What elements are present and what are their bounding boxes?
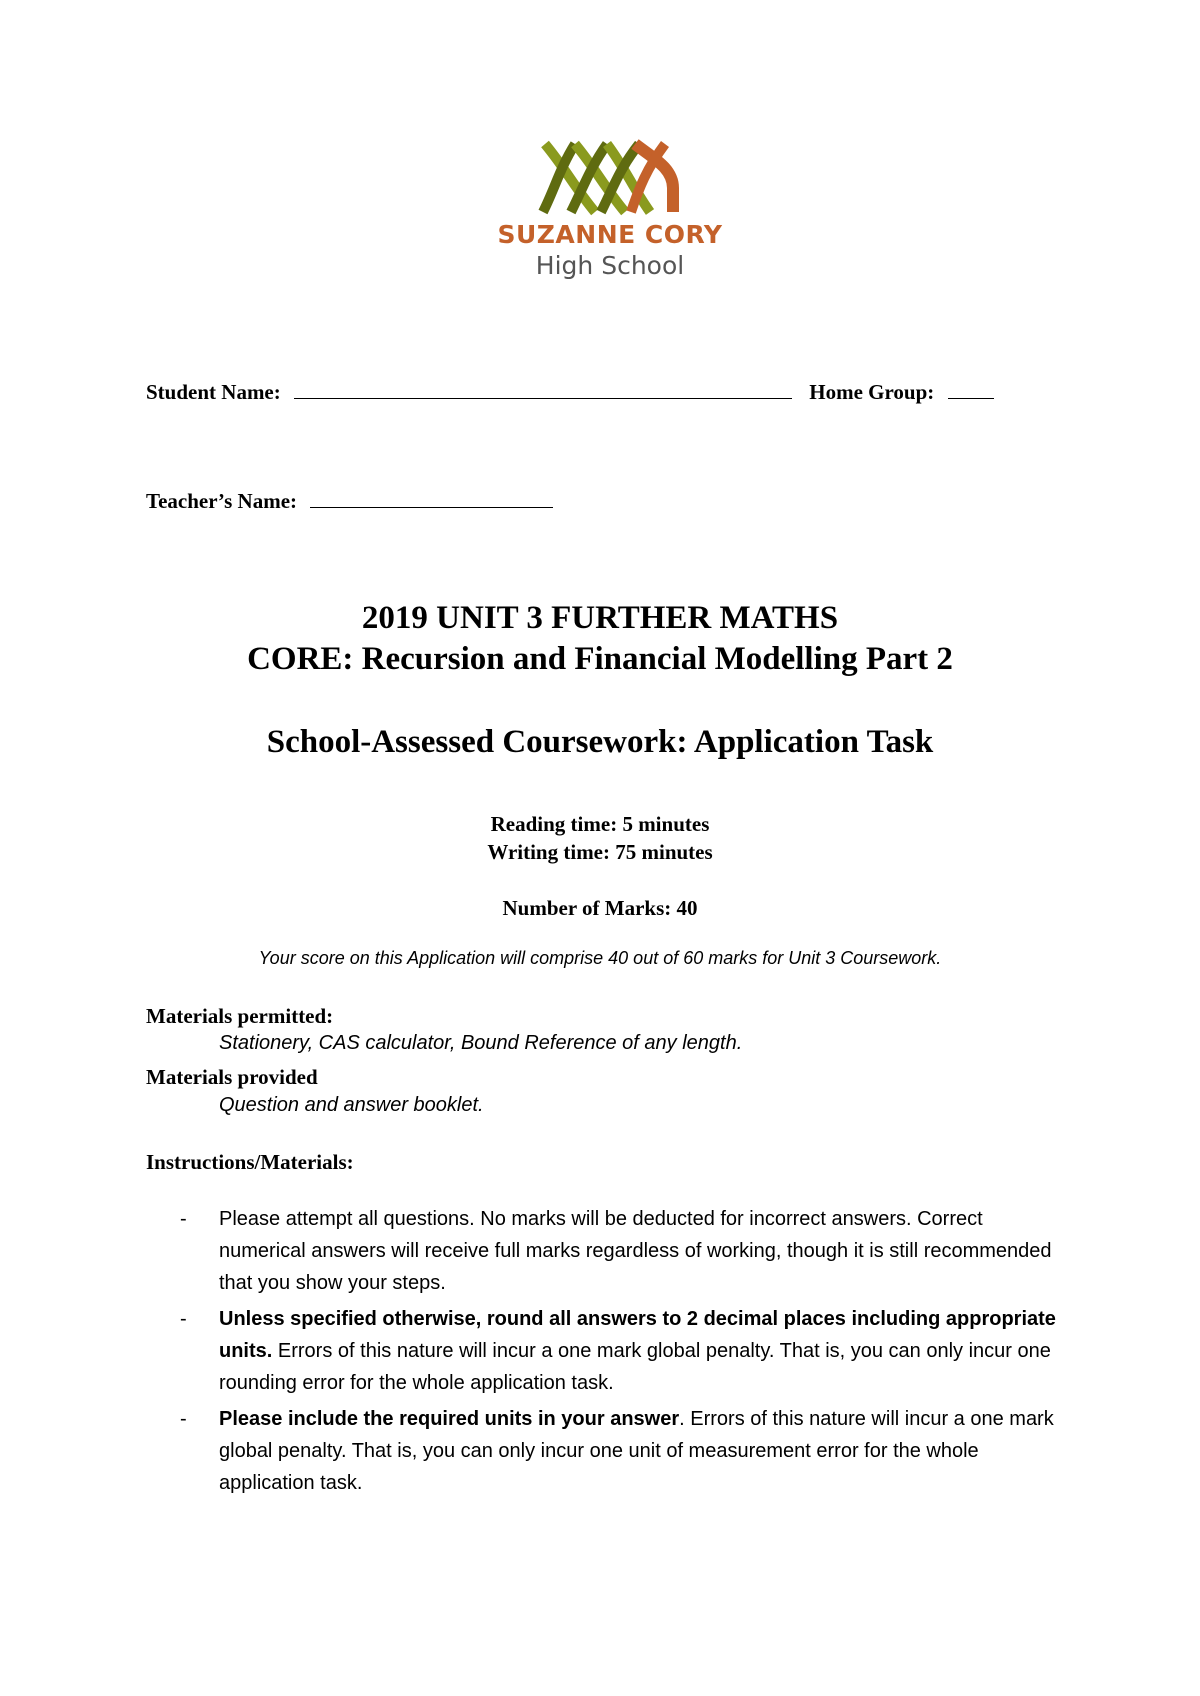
title-line-2: CORE: Recursion and Financial Modelling Part 2 <box>247 641 953 677</box>
list-item <box>180 1303 1060 1399</box>
dash-bullet: - <box>180 1208 187 1230</box>
list-item <box>180 1203 1060 1299</box>
instruction-text: . Errors of this nature will incur a one mark global penalty. That is, you can only incur one unit of measurement error for the whole application task. <box>219 1408 1054 1494</box>
student-name-label: Student Name: <box>146 380 281 404</box>
reading-time: Reading time: 5 minutes <box>490 812 710 836</box>
instructions-heading: Instructions/Materials: <box>146 1150 354 1174</box>
instruction-bold: Unless specified otherwise, round all answers to 2 decimal places including appropriate units. <box>219 1308 1056 1362</box>
materials-permitted-text: Stationery, CAS calculator, Bound Reference of any length. <box>219 1032 743 1054</box>
dash-bullet: - <box>180 1408 187 1430</box>
score-note: Your score on this Application will comprise 40 out of 60 marks for Unit 3 Coursework. <box>258 948 942 968</box>
number-of-marks: Number of Marks: 40 <box>502 896 698 920</box>
school-name: SUZANNE CORY <box>497 220 723 249</box>
teacher-name-field[interactable] <box>310 489 553 508</box>
materials-provided-label: Materials provided <box>146 1065 318 1089</box>
dash-bullet: - <box>180 1308 187 1330</box>
home-group-field[interactable] <box>948 380 994 399</box>
title-line-3: School-Assessed Coursework: Application Task <box>266 724 934 760</box>
student-name-row <box>146 380 994 405</box>
instructions-list <box>180 1203 1060 1503</box>
home-group-label: Home Group: <box>809 380 935 404</box>
title-line-1: 2019 UNIT 3 FURTHER MATHS <box>361 600 839 636</box>
materials-provided-text: Question and answer booklet. <box>219 1094 484 1116</box>
list-item <box>180 1403 1060 1499</box>
student-name-field[interactable] <box>294 380 792 399</box>
school-logo-woven-icon <box>535 138 685 218</box>
school-subtitle: High School <box>535 251 685 280</box>
instruction-text: Errors of this nature will incur a one mark global penalty. That is, you can only incur one rounding error for the whole application task. <box>219 1340 1051 1394</box>
instruction-text: Please attempt all questions. No marks will be deducted for incorrect answers. Correct numerical answers will receive full marks regardless of working, though it is still recommended that you show your steps. <box>219 1208 1052 1294</box>
teacher-name-label: Teacher’s Name: <box>146 489 298 513</box>
school-logo <box>490 138 730 280</box>
teacher-name-row <box>146 489 553 514</box>
writing-time: Writing time: 75 minutes <box>487 840 713 864</box>
instruction-bold: Please include the required units in your answer <box>219 1408 680 1430</box>
materials-permitted-label: Materials permitted: <box>146 1004 334 1028</box>
